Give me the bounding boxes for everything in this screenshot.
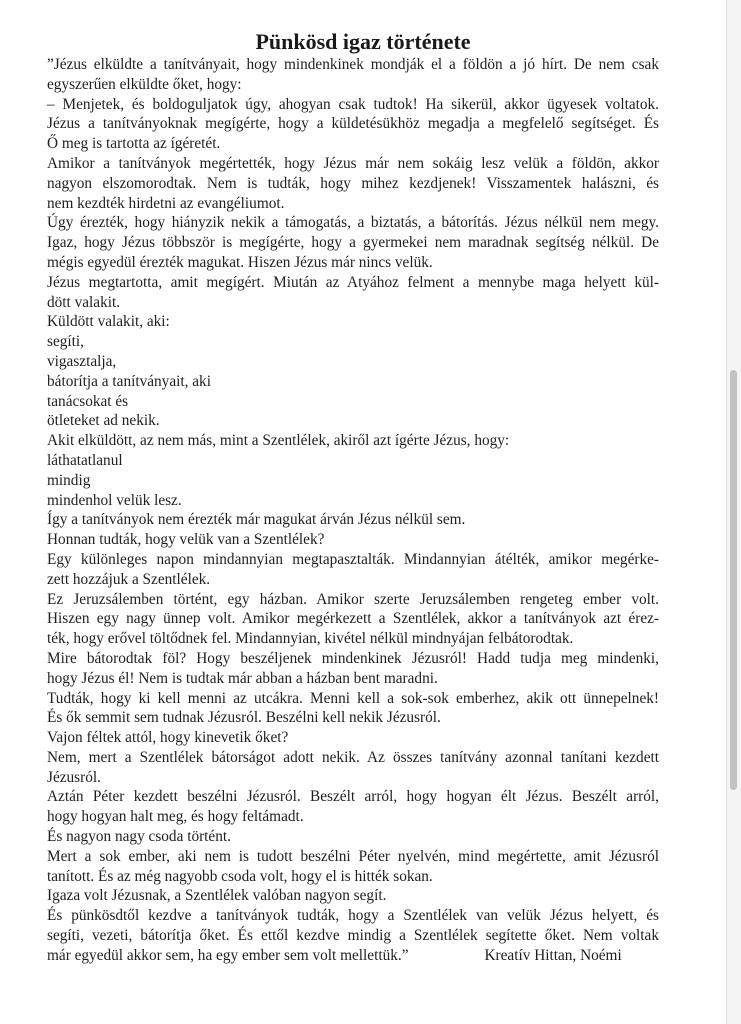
body-line: bátorítja a tanítványait, aki	[47, 372, 211, 390]
body-line: És ők semmit sem tudnak Jézusról. Beszélni kell nekik Jézusról.	[47, 709, 441, 727]
body-line: Tudták, hogy ki kell menni az utcákra. Menni kell a sok-sok emberhez, akik ott ünnepelnek!	[47, 689, 659, 707]
body-line: egyszerűen elküldte őket, hogy:	[47, 75, 242, 93]
body-line: vigasztalja,	[47, 352, 117, 370]
body-line: dött valakit.	[47, 293, 121, 311]
body-last-line	[47, 946, 659, 966]
body-line: segíti, vezeti, bátorítja őket. És ettől kezdve mindig a Szentlélek segítette őket. Nem voltak	[47, 927, 659, 945]
body-line: És pünkösdtől kezdve a tanítványok tudták, hogy a Szentlélek van velük Jézus helyett, és	[47, 907, 659, 925]
body-line: Jézusról.	[47, 768, 101, 786]
body-line: ték, hogy erővel töltődnek fel. Mindannyian, kivétel nélkül mindnyájan felbátorodtak.	[47, 630, 574, 648]
body-line: Ő meg is tartotta az ígéretét.	[47, 135, 221, 153]
body-line: nagyon elszomorodtak. Nem is tudták, hogy mihez kezdjenek! Visszamentek halászni, és	[47, 174, 659, 192]
body-line: Nem, mert a Szentlélek bátorságot adott nekik. Az összes tanítvány azonnal tanítani kezdett	[47, 748, 659, 766]
body-line: És nagyon nagy csoda történt.	[47, 828, 231, 846]
closing-text: már egyedül akkor sem, ha egy ember sem volt mellettük.”	[47, 946, 409, 964]
body-line: – Menjetek, és boldoguljatok úgy, ahogyan csak tudtok! Ha sikerül, akkor ügyesek voltatok.	[47, 95, 659, 113]
body-line: Úgy érezték, hogy hiányzik nekik a támogatás, a biztatás, a bátorítás. Jézus nélkül nem megy.	[47, 214, 659, 232]
body-line: nem kezdték hirdetni az evangéliumot.	[47, 194, 285, 212]
body-line: Mire bátorodtak föl? Hogy beszéljenek mindenkinek Jézusról! Hadd tudja meg mindenki,	[47, 649, 659, 667]
body-line: mindig	[47, 471, 91, 489]
body-line: Jézus a tanítványoknak megígérte, hogy a küldetésükhöz megadja a megfelelő segítséget. És	[47, 115, 659, 133]
body-line: Ez Jeruzsálemben történt, egy házban. Amikor szerte Jeruzsálemben rengeteg ember volt.	[47, 590, 659, 608]
body-line: Honnan tudták, hogy velük van a Szentlélek?	[47, 531, 325, 549]
body-line: Jézus megtartotta, amit megígért. Miután az Atyához felment a mennybe maga helyett kül-	[47, 273, 659, 291]
body-line: Akit elküldött, az nem más, mint a Szentlélek, akiről azt ígérte Jézus, hogy:	[47, 432, 510, 450]
body-line: Küldött valakit, aki:	[47, 313, 170, 331]
body-line: Amikor a tanítványok megértették, hogy Jézus már nem sokáig lesz velük a földön, akkor	[47, 154, 659, 172]
body-line: Igaz, hogy Jézus többször is megígérte, hogy a gyermekei nem maradnak segítség nélkül. De	[47, 234, 659, 252]
body-line: mindenhol velük lesz.	[47, 491, 182, 509]
body-line: hogy hogyan halt meg, és hogy feltámadt.	[47, 808, 304, 826]
signature: Kreatív Hittan, Noémi	[484, 946, 622, 964]
body-line: zett hozzájuk a Szentlélek.	[47, 570, 211, 588]
body-line: Egy különleges napon mindannyian megtapasztalták. Mindannyian átélték, amikor megérke-	[47, 550, 659, 568]
body-line: mégis egyedül érezték magukat. Hiszen Jézus már nincs velük.	[47, 253, 433, 271]
body-line: tanított. És az még nagyobb csoda volt, hogy el is hitték sokan.	[47, 867, 433, 885]
document-title: Pünkösd igaz története	[255, 29, 471, 54]
body-line: segíti,	[47, 333, 84, 351]
body-line: ötleteket ad nekik.	[47, 412, 160, 430]
body-line: Így a tanítványok nem érezték már magukat árván Jézus nélkül sem.	[47, 511, 466, 529]
body-line: Mert a sok ember, aki nem is tudott beszélni Péter nyelvén, mind megértette, amit Jézusról	[47, 847, 659, 865]
body-lines	[47, 55, 659, 946]
body-line: tanácsokat és	[47, 392, 129, 410]
document-body	[47, 55, 659, 966]
body-line: Vajon féltek attól, hogy kinevetik őket?	[47, 729, 289, 747]
body-line: Aztán Péter kezdett beszélni Jézusról. Beszélt arról, hogy hogyan élt Jézus. Beszélt arról,	[47, 788, 659, 806]
scrollbar-thumb[interactable]	[730, 370, 737, 790]
body-line: Hiszen egy nagy ünnep volt. Amikor megérkezett a Szentlélek, akkor a tanítványok azt érez-	[47, 610, 659, 628]
body-line: láthatatlanul	[47, 451, 123, 469]
body-line: ”Jézus elküldte a tanítványait, hogy mindenkinek mondják el a földön a jó hírt. De nem csak	[47, 56, 659, 73]
body-line: hogy Jézus él! Nem is tudtak már abban a házban bent maradni.	[47, 669, 438, 687]
body-line: Igaza volt Jézusnak, a Szentlélek valóban nagyon segít.	[47, 887, 387, 905]
